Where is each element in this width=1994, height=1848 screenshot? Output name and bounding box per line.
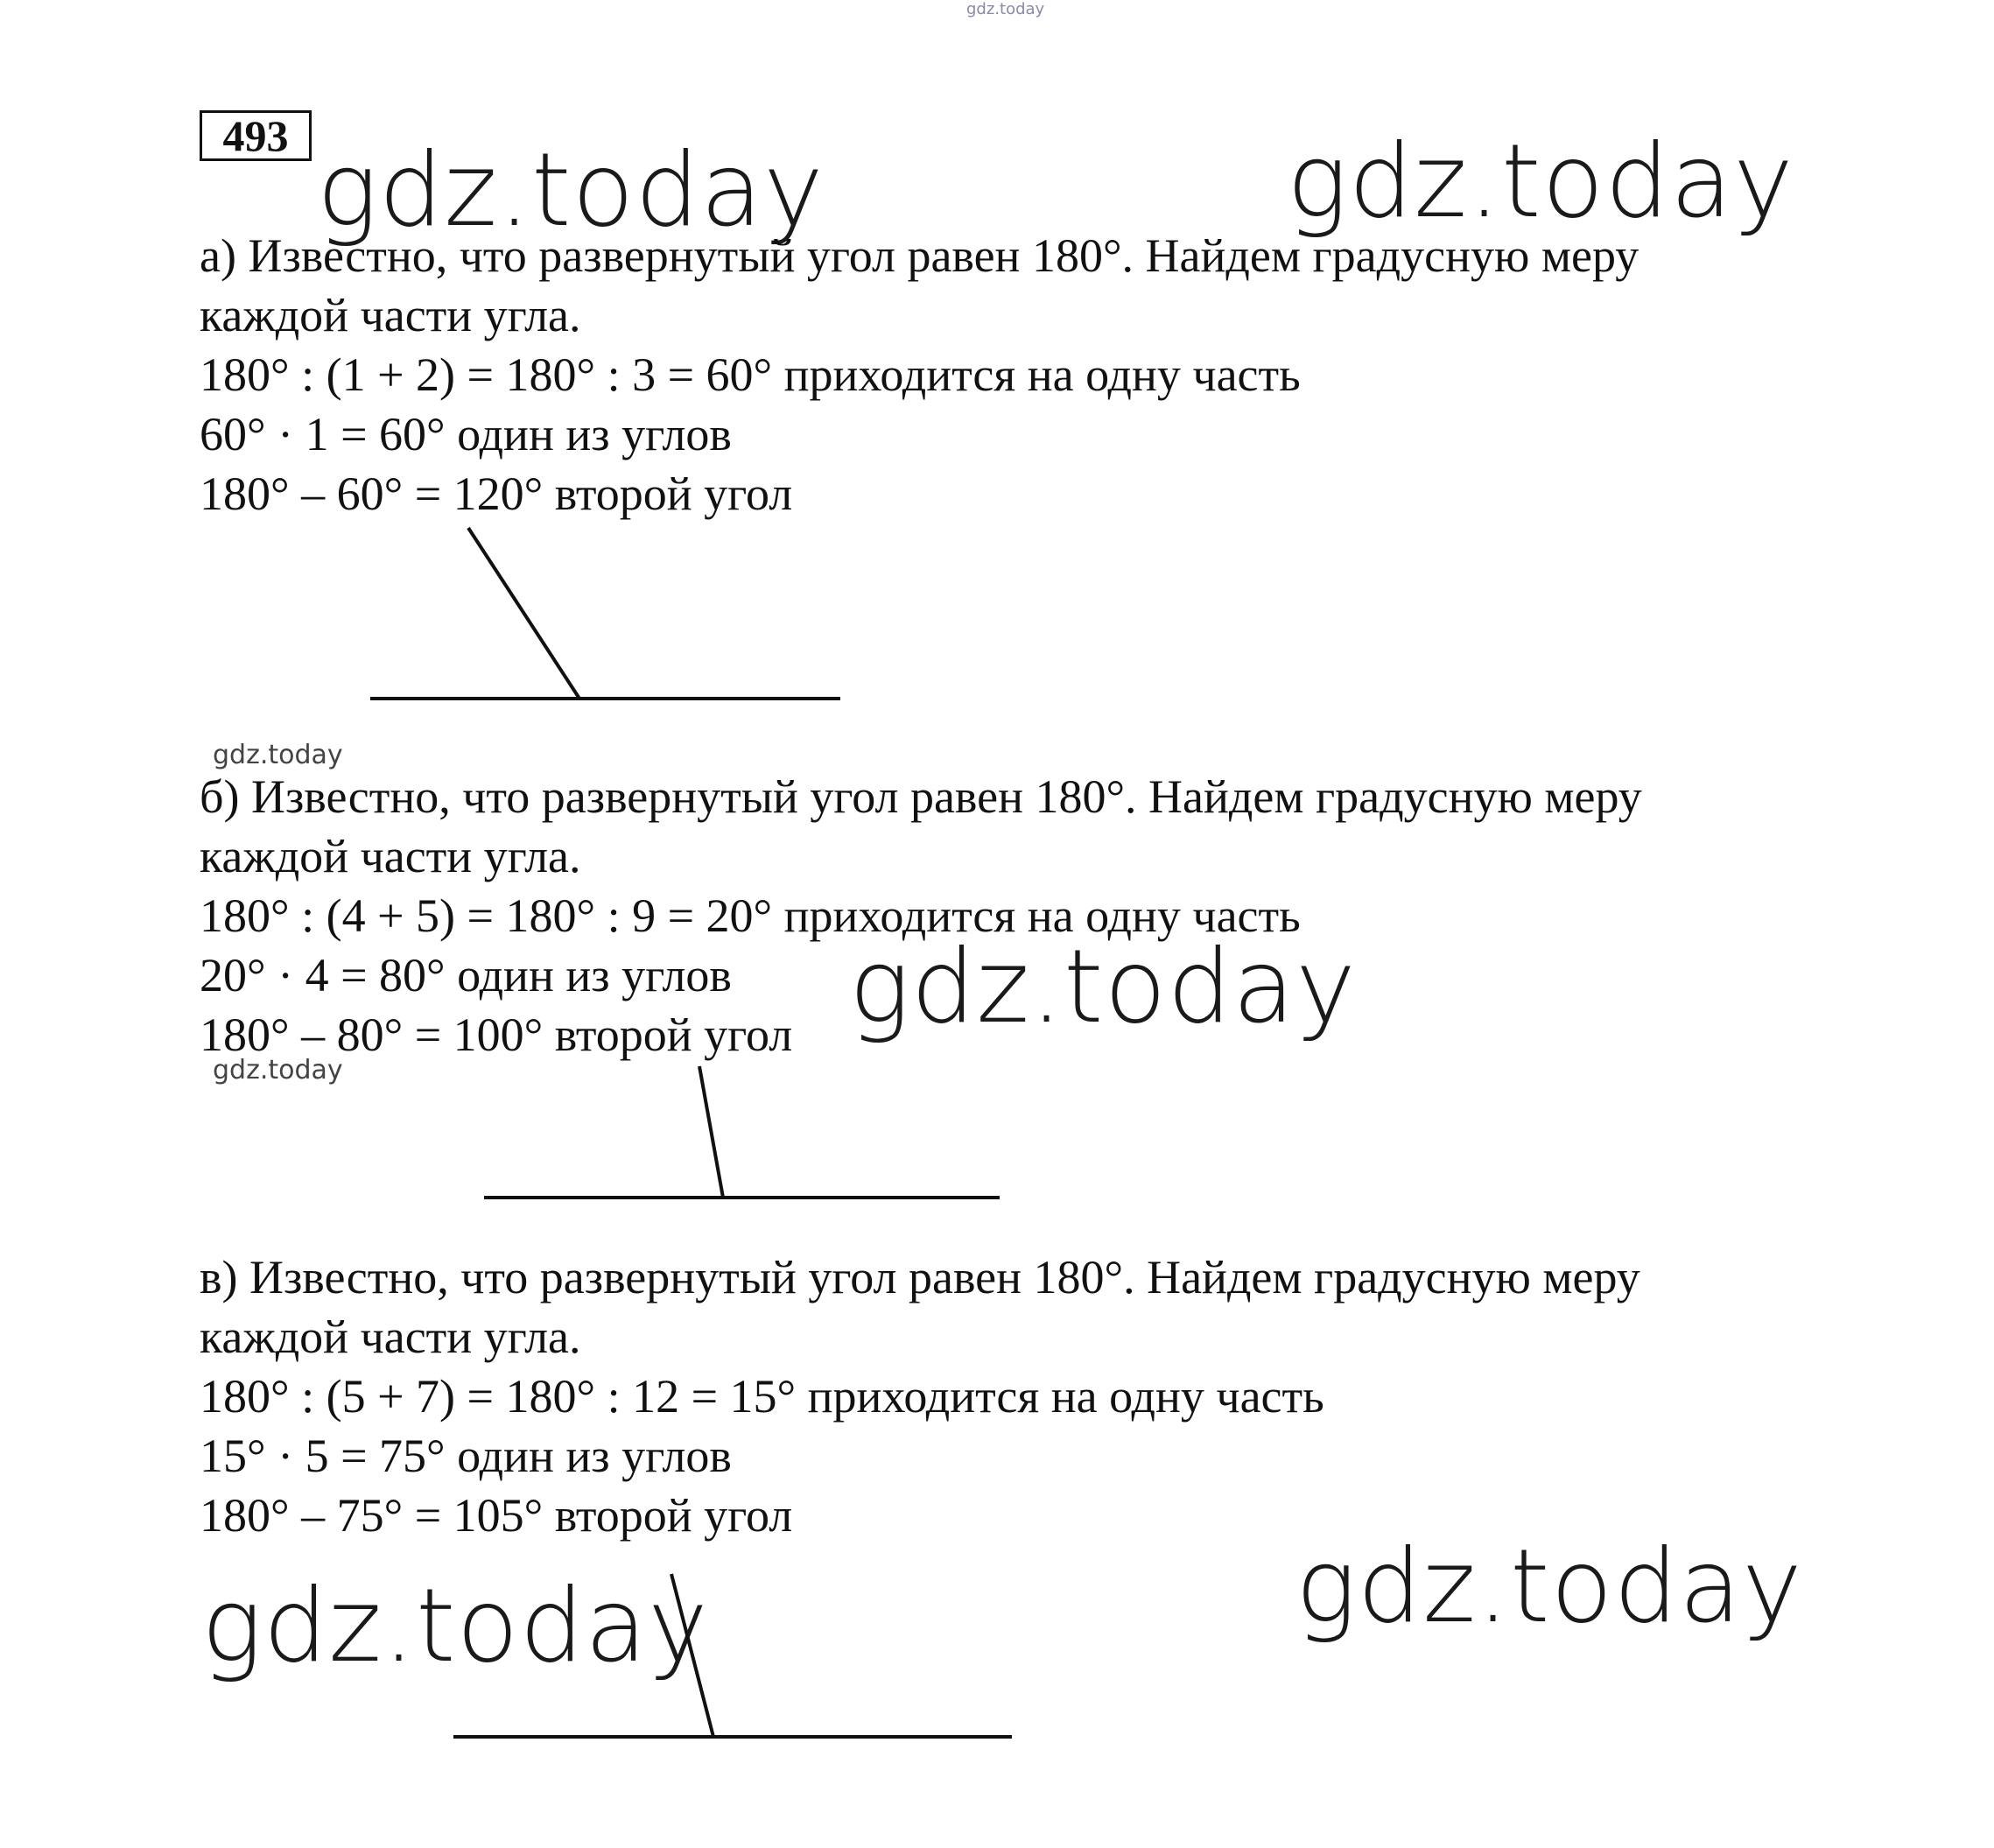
part-c-line-3: 180° : (5 + 7) = 180° : 12 = 15° приходится на одну часть [200,1370,1324,1423]
watermark-top: gdz.today [966,0,1045,18]
part-c-line-5: 180° – 75° = 105° второй угол [200,1489,793,1542]
part-b-line-5: 180° – 80° = 100° второй угол [200,1008,793,1061]
part-a-line-3: 180° : (1 + 2) = 180° : 3 = 60° приходится на одну часть [200,348,1301,401]
part-b-line-4: 20° · 4 = 80° один из углов [200,949,732,1001]
watermark-3: gdz.today [213,740,343,770]
watermark-7: gdz.today [201,1567,709,1685]
task-number: 493 [200,110,312,161]
watermark-4: gdz.today [849,928,1357,1046]
angle-b-ray [699,1066,723,1198]
part-a-line-1: а) Известно, что развернутый угол равен 180°. Найдем градусную меру [200,229,1639,282]
angle-a-ray [468,528,579,699]
watermark-6: gdz.today [1295,1528,1803,1646]
part-c-line-2: каждой части угла. [200,1310,581,1363]
watermark-1: gdz.today [317,131,825,249]
part-c-line-1: в) Известно, что развернутый угол равен 180°. Найдем градусную меру [200,1251,1640,1303]
part-b-line-1: б) Известно, что развернутый угол равен 180°. Найдем градусную меру [200,770,1642,823]
angle-c-ray [671,1574,713,1737]
watermark-2: gdz.today [1287,123,1794,241]
angle-figure-c [453,1574,1012,1737]
angle-figure-a [370,528,840,699]
angle-figure-b [484,1066,1000,1198]
part-a-line-5: 180° – 60° = 120° второй угол [200,467,793,520]
part-b-line-2: каждой части угла. [200,830,581,882]
watermark-5: gdz.today [213,1055,343,1086]
part-b-line-3: 180° : (4 + 5) = 180° : 9 = 20° приходится на одну часть [200,889,1301,942]
part-c-line-4: 15° · 5 = 75° один из углов [200,1430,732,1482]
part-a-line-2: каждой части угла. [200,289,581,341]
part-a-line-4: 60° · 1 = 60° один из углов [200,408,732,460]
